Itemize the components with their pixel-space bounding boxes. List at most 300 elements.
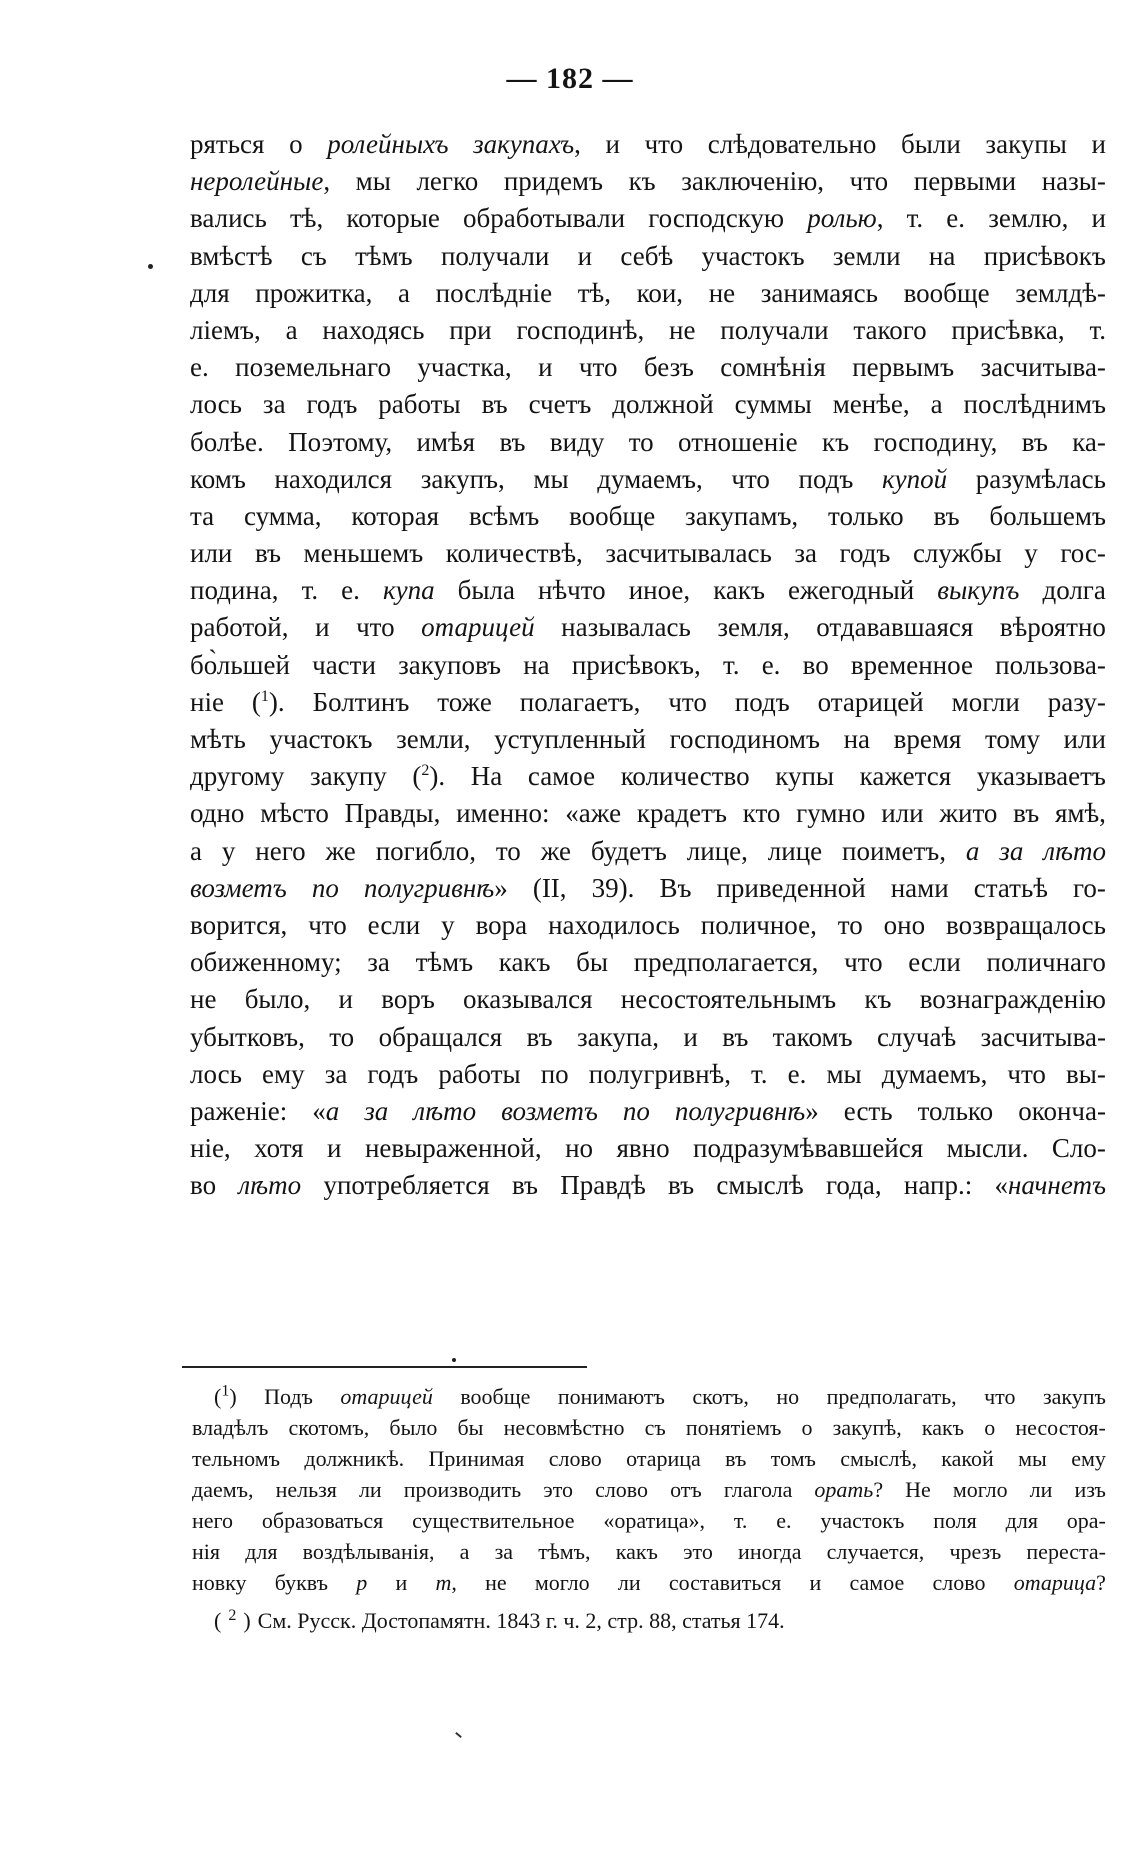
text-segment: е. bbox=[776, 1508, 792, 1533]
word bbox=[471, 758, 502, 795]
word bbox=[501, 1093, 598, 1130]
word bbox=[709, 275, 735, 312]
text-segment: во bbox=[802, 649, 829, 680]
text-segment: работы bbox=[438, 1058, 521, 1089]
word bbox=[379, 1019, 503, 1056]
text-segment: заключенію, bbox=[681, 166, 825, 197]
italic-text: полугривнѣ bbox=[363, 872, 495, 903]
word bbox=[1026, 1536, 1106, 1567]
text-segment: земли bbox=[832, 240, 901, 271]
text-segment: службы bbox=[912, 538, 1002, 569]
text-segment: земли, bbox=[396, 724, 471, 754]
italic-text: лѣто bbox=[238, 1170, 302, 1201]
word bbox=[190, 721, 246, 758]
word bbox=[192, 1474, 254, 1505]
text-segment: ) bbox=[229, 1384, 237, 1409]
text-segment: если bbox=[908, 947, 961, 978]
text-segment: мы bbox=[826, 1058, 862, 1089]
text-segment: себѣ bbox=[620, 240, 674, 271]
word bbox=[533, 870, 567, 907]
word bbox=[984, 238, 1106, 275]
word bbox=[981, 1019, 1106, 1056]
text-segment: сумма, bbox=[243, 500, 322, 531]
text-segment: сомнѣнія bbox=[720, 352, 826, 383]
text-segment: закупамъ, bbox=[685, 500, 799, 531]
text-segment: употребляется bbox=[323, 1170, 490, 1201]
text-segment: годъ bbox=[306, 389, 358, 420]
text-segment: подъ bbox=[798, 463, 854, 494]
word bbox=[941, 1443, 993, 1474]
text-segment: явно bbox=[616, 1133, 670, 1164]
word bbox=[931, 386, 943, 423]
word bbox=[313, 684, 410, 721]
text-segment: послѣднимъ bbox=[963, 389, 1106, 420]
word bbox=[1048, 684, 1106, 721]
text-segment: е. bbox=[190, 352, 209, 383]
text-segment: закупъ bbox=[1042, 1384, 1106, 1409]
text-segment: и bbox=[1091, 129, 1106, 159]
word bbox=[692, 1381, 749, 1412]
text-segment: о bbox=[984, 1415, 996, 1440]
word bbox=[367, 1056, 418, 1093]
word bbox=[1043, 833, 1106, 870]
word bbox=[579, 349, 618, 386]
text-segment: вора bbox=[475, 909, 528, 940]
word bbox=[949, 1536, 1001, 1567]
word bbox=[1042, 163, 1106, 200]
word bbox=[376, 833, 476, 870]
word bbox=[850, 163, 889, 200]
word bbox=[263, 386, 286, 423]
page-number: — 182 — bbox=[506, 62, 634, 95]
word bbox=[535, 1567, 590, 1598]
text-segment: случаѣ bbox=[876, 1021, 957, 1052]
italic-text: отарицей bbox=[421, 612, 535, 643]
text-segment: скотъ, bbox=[692, 1384, 749, 1409]
text-segment: тѣмъ bbox=[355, 240, 413, 271]
text-segment: по bbox=[540, 1058, 569, 1089]
word bbox=[723, 647, 740, 684]
word bbox=[389, 1412, 437, 1443]
word bbox=[708, 126, 877, 163]
text-segment: и bbox=[577, 240, 593, 271]
word bbox=[516, 312, 644, 349]
text-segment: находясь bbox=[322, 314, 425, 345]
text-segment: временное bbox=[850, 649, 973, 680]
word bbox=[572, 647, 701, 684]
text-segment: кои, bbox=[636, 277, 684, 308]
text-segment: вознагражденію bbox=[919, 984, 1106, 1015]
word bbox=[355, 238, 413, 275]
word bbox=[1092, 126, 1106, 163]
word bbox=[496, 833, 521, 870]
text-line bbox=[190, 572, 1106, 609]
word bbox=[951, 312, 1064, 349]
text-segment: думаемъ, bbox=[597, 463, 703, 494]
word bbox=[456, 795, 549, 832]
text-segment: время bbox=[893, 724, 962, 754]
text-segment: пользова- bbox=[995, 649, 1106, 680]
text-segment: легко bbox=[416, 166, 479, 197]
word bbox=[416, 163, 478, 200]
word bbox=[541, 833, 571, 870]
text-segment: ? bbox=[1096, 1570, 1106, 1595]
text-segment: буквъ bbox=[274, 1570, 329, 1595]
word bbox=[860, 758, 952, 795]
word bbox=[1073, 870, 1106, 907]
italic-text: отарица bbox=[1013, 1570, 1097, 1595]
text-segment: лось bbox=[190, 1058, 242, 1089]
text-segment: получали bbox=[440, 240, 550, 271]
text-segment: были bbox=[900, 129, 961, 159]
text-segment: 39). bbox=[591, 872, 635, 903]
text-segment: въ bbox=[933, 500, 960, 531]
word bbox=[833, 1412, 902, 1443]
word bbox=[301, 238, 327, 275]
word bbox=[612, 386, 713, 423]
text-segment: слово bbox=[548, 1446, 602, 1471]
word bbox=[605, 535, 771, 572]
word bbox=[302, 572, 319, 609]
text-segment: думаемъ, bbox=[881, 1058, 988, 1089]
text-segment: мы bbox=[533, 463, 569, 494]
text-line bbox=[190, 721, 1106, 758]
text-segment: ). bbox=[268, 686, 285, 717]
word bbox=[190, 609, 289, 646]
text-segment: участокъ bbox=[269, 724, 373, 754]
footnote-ref: 2 bbox=[421, 762, 430, 780]
text-segment: мы bbox=[1018, 1446, 1047, 1471]
word bbox=[192, 1567, 247, 1598]
text-segment: въ bbox=[722, 1021, 749, 1052]
text-segment: въ bbox=[1021, 426, 1048, 457]
word bbox=[412, 1505, 574, 1536]
word bbox=[645, 126, 684, 163]
text-line bbox=[190, 1167, 1106, 1204]
text-segment: е. bbox=[341, 575, 360, 606]
stray-dot-mark bbox=[148, 264, 153, 269]
text-segment: оно bbox=[883, 909, 926, 940]
word bbox=[929, 238, 955, 275]
text-segment: убытковъ, bbox=[190, 1021, 305, 1052]
text-segment: то bbox=[628, 426, 654, 457]
text-segment: земля, bbox=[717, 612, 790, 643]
word bbox=[262, 1505, 383, 1536]
italic-text: закупахъ bbox=[473, 129, 575, 159]
word bbox=[629, 424, 654, 461]
text-segment: несостоя- bbox=[1015, 1415, 1106, 1440]
text-segment: полагаетъ, bbox=[519, 686, 641, 717]
italic-text: а bbox=[325, 1095, 340, 1126]
text-segment: господиномъ bbox=[669, 724, 820, 754]
text-segment: не bbox=[190, 984, 217, 1015]
text-segment: отъ bbox=[670, 1477, 702, 1502]
word bbox=[768, 833, 822, 870]
text-segment: большемъ bbox=[989, 500, 1106, 531]
text-segment: для bbox=[1005, 1508, 1038, 1533]
text-segment: понимаютъ bbox=[557, 1384, 665, 1409]
text-segment: раженіе: bbox=[190, 1095, 288, 1126]
text-segment: новку bbox=[192, 1570, 247, 1595]
text-line bbox=[190, 944, 1106, 981]
word bbox=[356, 1567, 367, 1598]
text-segment: владѣлъ bbox=[192, 1415, 269, 1440]
text-segment: ? bbox=[873, 1477, 884, 1502]
word bbox=[939, 795, 997, 832]
text-segment: уступленный bbox=[494, 724, 646, 754]
text-line bbox=[190, 386, 1106, 423]
word bbox=[190, 684, 224, 721]
word bbox=[874, 424, 998, 461]
footnote-2-open: ( bbox=[214, 1608, 222, 1633]
word bbox=[190, 275, 230, 312]
text-segment: смыслѣ, bbox=[840, 1446, 917, 1471]
word bbox=[274, 461, 392, 498]
text-line bbox=[190, 349, 1106, 386]
word bbox=[190, 126, 264, 163]
text-segment: гос- bbox=[1060, 538, 1106, 569]
italic-text: отарицей bbox=[340, 1384, 433, 1409]
text-segment: ему bbox=[1071, 1446, 1106, 1471]
text-segment: не bbox=[669, 314, 696, 345]
word bbox=[668, 684, 707, 721]
text-segment: ли bbox=[1029, 1477, 1053, 1502]
text-segment: » bbox=[494, 872, 508, 903]
word bbox=[918, 1093, 994, 1130]
word bbox=[989, 498, 1106, 535]
text-segment: ліемъ, bbox=[190, 314, 261, 345]
text-segment: одно bbox=[190, 798, 245, 829]
text-segment: участокъ bbox=[701, 240, 805, 271]
text-segment: закупъ, bbox=[420, 463, 505, 494]
text-segment: «аже bbox=[565, 798, 622, 829]
word bbox=[367, 944, 390, 981]
word bbox=[190, 1130, 231, 1167]
text-segment: поля bbox=[933, 1508, 977, 1533]
word bbox=[773, 1019, 853, 1056]
word bbox=[629, 572, 690, 609]
word bbox=[933, 1505, 977, 1536]
word bbox=[351, 498, 439, 535]
text-segment: самое bbox=[527, 761, 596, 792]
text-segment: а bbox=[930, 389, 943, 420]
text-segment: придемъ bbox=[503, 166, 603, 197]
text-segment: и bbox=[1091, 203, 1106, 234]
word bbox=[446, 535, 583, 572]
word bbox=[840, 535, 891, 572]
text-segment: присѣвокъ bbox=[983, 240, 1106, 271]
word bbox=[190, 833, 202, 870]
word bbox=[934, 498, 960, 535]
text-segment: о bbox=[289, 129, 303, 159]
word bbox=[416, 944, 474, 981]
word bbox=[356, 163, 391, 200]
word bbox=[731, 461, 770, 498]
text-segment: работой, bbox=[190, 612, 289, 643]
text-segment: « bbox=[994, 1170, 1008, 1201]
text-segment: » bbox=[805, 1095, 819, 1126]
text-segment: Сло- bbox=[1051, 1133, 1106, 1164]
word bbox=[1066, 1056, 1106, 1093]
text-segment: Принимая bbox=[428, 1446, 525, 1471]
italic-text: возметъ bbox=[501, 1095, 598, 1126]
word bbox=[669, 1567, 781, 1598]
text-segment: мы bbox=[355, 166, 391, 197]
text-segment: только bbox=[828, 500, 904, 531]
text-segment: что bbox=[731, 463, 770, 494]
text-segment: кажется bbox=[859, 761, 952, 792]
text-segment: на bbox=[843, 724, 870, 754]
text-segment: что bbox=[308, 909, 347, 940]
text-segment: и bbox=[809, 1570, 822, 1595]
text-line bbox=[190, 461, 1106, 498]
word bbox=[623, 1093, 650, 1130]
text-segment: какъ bbox=[921, 1415, 965, 1440]
text-segment: что bbox=[844, 947, 883, 978]
text-segment: хотя bbox=[254, 1133, 304, 1164]
stray-ink-mark bbox=[455, 1732, 462, 1738]
text-segment: возвращалось bbox=[946, 909, 1106, 940]
text-segment: т. bbox=[906, 203, 924, 234]
word bbox=[833, 386, 910, 423]
word bbox=[269, 721, 372, 758]
text-segment: закуповъ bbox=[398, 649, 501, 680]
text-segment: невыраженной, bbox=[364, 1133, 542, 1164]
text-segment: изъ bbox=[1074, 1477, 1106, 1502]
text-segment: «оратица», bbox=[603, 1508, 706, 1533]
word bbox=[701, 238, 804, 275]
text-segment: крадетъ bbox=[636, 798, 727, 829]
text-segment: и bbox=[683, 1021, 698, 1052]
word bbox=[826, 1056, 861, 1093]
word bbox=[449, 312, 491, 349]
word bbox=[822, 424, 849, 461]
word bbox=[310, 758, 387, 795]
word bbox=[340, 1381, 432, 1412]
italic-text: полугривнѣ bbox=[674, 1095, 806, 1126]
word bbox=[1072, 424, 1106, 461]
italic-text: ролейныхъ bbox=[327, 129, 449, 159]
word bbox=[620, 238, 673, 275]
word bbox=[891, 870, 949, 907]
text-segment: « bbox=[312, 1095, 326, 1126]
word bbox=[988, 200, 1068, 237]
text-segment: первымъ bbox=[852, 352, 955, 383]
word bbox=[308, 907, 347, 944]
word bbox=[255, 275, 372, 312]
word bbox=[743, 795, 781, 832]
word bbox=[254, 1130, 303, 1167]
footnote-2-text: См. Русск. Достопамятн. 1843 г. ч. 2, стр. 88, статья 174. bbox=[257, 1608, 785, 1633]
text-segment: тоже bbox=[437, 686, 492, 717]
word bbox=[190, 1167, 216, 1204]
word bbox=[701, 907, 817, 944]
word bbox=[734, 1505, 747, 1536]
word bbox=[238, 1167, 301, 1204]
word bbox=[463, 200, 625, 237]
text-segment: отношеніе bbox=[678, 426, 798, 457]
text-segment: вы- bbox=[1066, 1058, 1106, 1089]
text-segment: комъ bbox=[190, 463, 246, 494]
word bbox=[289, 126, 303, 163]
footnote-2 bbox=[192, 1605, 1106, 1636]
word bbox=[304, 535, 424, 572]
text-segment: ежегодный bbox=[788, 575, 915, 606]
text-segment: части bbox=[312, 649, 376, 680]
word bbox=[416, 424, 475, 461]
text-segment: и bbox=[395, 1570, 408, 1595]
text-segment: Не bbox=[905, 1477, 931, 1502]
word bbox=[457, 1412, 483, 1443]
text-segment: съ bbox=[300, 240, 327, 271]
word bbox=[685, 498, 798, 535]
italic-text: лѣто bbox=[413, 1095, 477, 1126]
text-segment: должникѣ. bbox=[304, 1446, 405, 1471]
word bbox=[985, 126, 1066, 163]
word bbox=[469, 498, 539, 535]
text-segment: ніе, bbox=[190, 1133, 231, 1164]
text-segment: за bbox=[324, 1058, 348, 1089]
italic-text: возметъ bbox=[190, 872, 287, 903]
word bbox=[648, 200, 784, 237]
word bbox=[634, 944, 819, 981]
text-segment: землю, bbox=[988, 203, 1069, 234]
word bbox=[368, 907, 421, 944]
word bbox=[788, 572, 914, 609]
word bbox=[576, 944, 608, 981]
word bbox=[908, 944, 961, 981]
word bbox=[771, 1443, 816, 1474]
footnote-line bbox=[192, 1567, 1106, 1598]
text-segment: засчитывалась bbox=[605, 538, 772, 569]
text-segment: образоваться bbox=[261, 1508, 384, 1533]
word bbox=[460, 1536, 470, 1567]
text-segment: въ bbox=[499, 426, 526, 457]
word bbox=[796, 795, 865, 832]
word bbox=[356, 609, 395, 646]
text-segment: него bbox=[255, 835, 306, 866]
word bbox=[645, 1412, 666, 1443]
word bbox=[315, 609, 329, 646]
word bbox=[1071, 1443, 1106, 1474]
text-segment: въ bbox=[725, 1446, 747, 1471]
word bbox=[1042, 572, 1105, 609]
text-line bbox=[190, 870, 1106, 907]
word bbox=[693, 1130, 923, 1167]
text-segment: называлась bbox=[561, 612, 691, 643]
word bbox=[597, 461, 703, 498]
word bbox=[946, 907, 1106, 944]
word bbox=[725, 1443, 746, 1474]
text-segment: какой bbox=[941, 1446, 994, 1471]
word bbox=[214, 1381, 237, 1412]
text-segment: жито bbox=[939, 798, 998, 829]
text-segment: поиметъ, bbox=[842, 835, 946, 866]
word bbox=[966, 833, 980, 870]
word bbox=[482, 386, 508, 423]
word bbox=[312, 647, 376, 684]
text-segment: нія bbox=[192, 1539, 221, 1564]
text-segment: иное, bbox=[628, 575, 691, 606]
word bbox=[398, 647, 501, 684]
text-segment: какъ bbox=[615, 1539, 658, 1564]
text-segment: вѣроятно bbox=[999, 612, 1106, 643]
word bbox=[413, 1093, 476, 1130]
text-segment: чрезъ bbox=[949, 1539, 1002, 1564]
text-segment: имѣя bbox=[416, 426, 476, 457]
footnote-line bbox=[192, 1474, 1106, 1505]
text-segment: всѣмъ bbox=[468, 500, 540, 531]
